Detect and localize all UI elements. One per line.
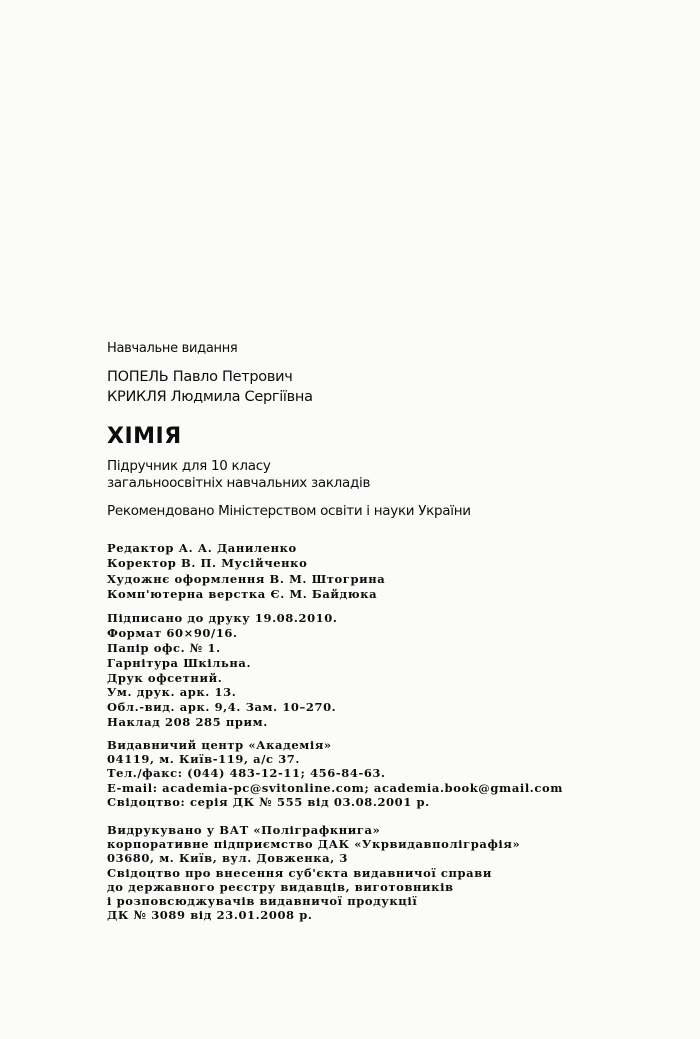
print-run: Наклад 208 285 прим. [107,715,268,730]
printer-name: Видрукувано у ВАТ «Поліграфкнига» [107,823,381,837]
author-given-names: Павло Петрович [172,369,293,385]
edition-type: Навчальне видання [107,341,238,356]
publisher-certificate: Свідоцтво: серія ДК № 555 від 03.08.2001 р. [107,794,430,809]
printer-certificate-line: і розповсюджувачів видавничої продукції [107,893,418,908]
printer-certificate-number: ДК № 3089 від 23.01.2008 р. [107,908,313,923]
subtitle-line: загальноосвітніх навчальних закладів [107,475,371,491]
printer-info [107,823,520,922]
staff-credits [107,541,385,602]
author-kryklia [107,389,313,405]
editor-credit: Редактор А. А. Даниленко [107,541,297,555]
signed-to-print: Підписано до друку 19.08.2010. [107,611,338,625]
publisher-info [107,738,563,809]
printer-certificate-line: до державного реєстру видавців, виготовників [107,879,454,894]
format: Формат 60×90/16. [107,625,238,640]
author-popel [107,369,293,385]
printing-method: Друк офсетний. [107,670,223,685]
ministry-recommendation: Рекомендовано Міністерством освіти і науки України [107,503,471,519]
publisher-phone: Тел./факс: (044) 483-12-11; 456-84-63. [107,766,386,781]
printer-enterprise: корпоративне підприємство ДАК «Укрвидавполіграфія» [107,837,521,852]
printer-address: 03680, м. Київ, вул. Довженка, 3 [107,851,349,866]
art-design-credit: Художнє оформлення В. М. Штогрина [107,571,386,586]
publishing-sheets-order: Обл.-вид. арк. 9,4. Зам. 10–270. [107,700,337,715]
print-details [107,611,338,730]
publisher-address: 04119, м. Київ-119, а/с 37. [107,752,301,767]
subtitle-line: Підручник для 10 класу [107,458,271,474]
layout-credit: Комп'ютерна верстка Є. М. Байдюка [107,586,378,601]
publisher-email: E-mail: academia-pc@svitonline.com; academia.book@gmail.com [107,780,564,795]
typeface: Гарнітура Шкільна. [107,655,252,670]
printed-sheets: Ум. друк. арк. 13. [107,685,237,700]
printer-certificate-line: Свідоцтво про внесення суб'єкта видавничої справи [107,865,492,880]
proofreader-credit: Коректор В. П. Мусійченко [107,556,308,571]
book-title: ХІМІЯ [107,424,182,449]
author-surname: КРИКЛЯ [107,389,167,405]
author-given-names: Людмила Сергіївна [170,389,313,405]
author-surname: ПОПЕЛЬ [107,369,169,385]
publisher-name: Видавничий центр «Академія» [107,738,332,752]
paper: Папір офс. № 1. [107,640,221,655]
